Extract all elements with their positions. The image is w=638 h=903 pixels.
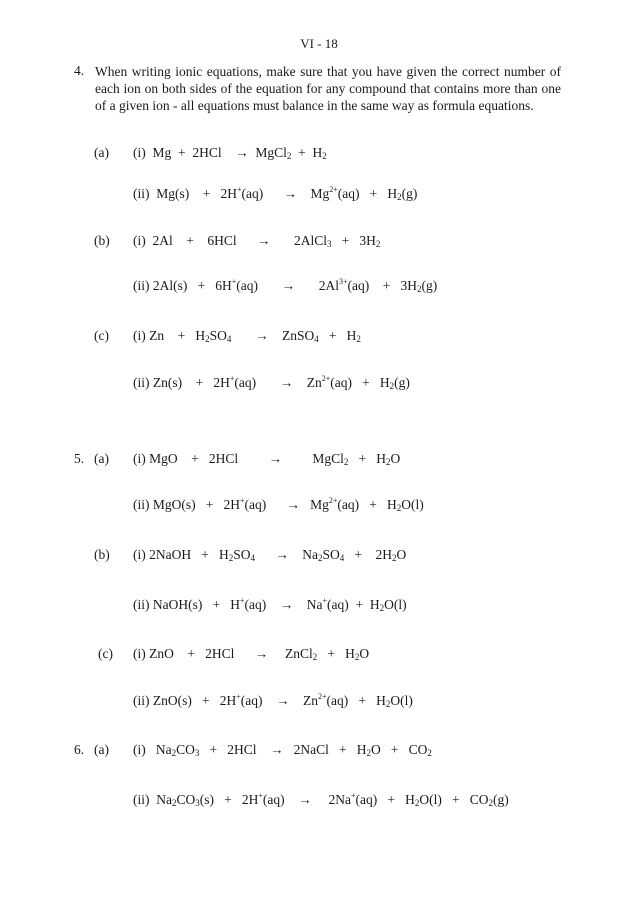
q5-part-b-label: (b) xyxy=(94,547,110,562)
q6-part-a-label: (a) xyxy=(94,742,109,757)
q5b-equation-i: (i) 2NaOH + $H_2SO_4$ → $Na_2SO_4$ + $2H_2O$ xyxy=(133,547,407,563)
q4c-equation-i: (i) Zn + $H_2SO_4$ → ZnSO$_4$ + $H_2$ xyxy=(133,328,361,344)
q5a-equation-i: (i) MgO + 2HCl → MgCl$_2$ + $H_2O$ xyxy=(133,451,401,467)
q5b-equation-ii: (ii) NaOH(s) + H+(aq) → $Na^+(aq) + H_2O(l)$ xyxy=(133,596,407,613)
q5c-equation-i: (i) ZnO + 2HCl → ZnCl$_2$ + $H_2O$ xyxy=(133,646,370,662)
q6a-equation-i: (i) $Na_2CO_3$ + 2HCl → 2NaCl + $H_2O$ + $CO_2$ xyxy=(133,742,432,758)
q4-part-b-label: (b) xyxy=(94,233,110,248)
question-6-number: 6. xyxy=(74,742,85,757)
q4a-equation-ii: (ii) Mg(s) + 2H+(aq) → $Mg^{2+}(aq)$ + $H_2(g)$ xyxy=(133,185,418,202)
q5a-equation-ii: (ii) MgO(s) + 2H+(aq) → $Mg^{2+}(aq)$ + $H_2O(l)$ xyxy=(133,496,424,513)
q4b-equation-ii: (ii) 2Al(s) + 6H+(aq) → $2Al^{3+}(aq)$ + $3H_2(g)$ xyxy=(133,277,438,294)
q4c-equation-ii: (ii) Zn(s) + 2H+(aq) → $Zn^{2+}(aq)$ + $H_2(g)$ xyxy=(133,374,410,391)
q6a-equation-ii: (ii) $Na_2CO_3(s)$ + 2H+(aq) → 2Na+(aq) + $H_2O(l)$ + $CO_2(g)$ xyxy=(133,791,509,808)
q4a-equation-i: (i) Mg + 2HCl → MgCl$_2$ + $H_2$ xyxy=(133,145,327,161)
page-number: VI - 18 xyxy=(300,36,338,51)
q4-part-a-label: (a) xyxy=(94,145,109,160)
q4-part-c-label: (c) xyxy=(94,328,109,343)
q5-part-a-label: (a) xyxy=(94,451,109,466)
q5c-equation-ii: (ii) ZnO(s) + 2H+(aq) → $Zn^{2+}(aq)$ + $H_2O(l)$ xyxy=(133,692,413,709)
q5-part-c-label: (c) xyxy=(98,646,113,661)
question-4-text: When writing ionic equations, make sure that you have given the correct number of each ion on both sides of the equation for any compound that contains more than one of a given ion - all equations must balance in the same way as formula equations. xyxy=(95,64,561,113)
q4b-equation-i: (i) 2Al + 6HCl → 2AlCl$_3$ + $3H_2$ xyxy=(133,233,381,249)
question-4-number: 4. xyxy=(74,63,85,78)
question-5-number: 5. xyxy=(74,451,85,466)
